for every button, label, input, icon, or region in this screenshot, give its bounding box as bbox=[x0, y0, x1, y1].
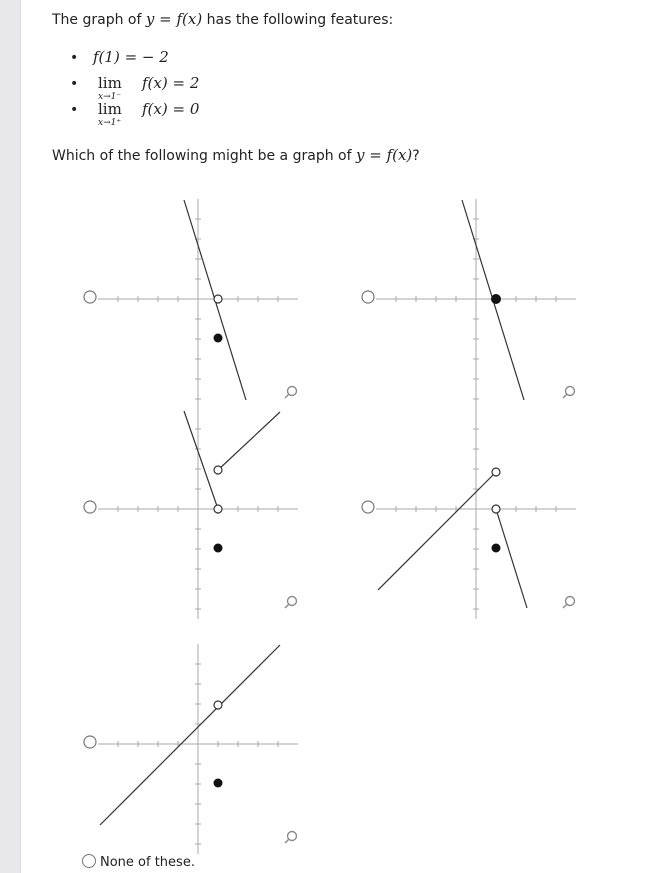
zoom-in-icon[interactable] bbox=[285, 387, 297, 399]
zoom-in-icon[interactable] bbox=[563, 387, 575, 399]
question-text: Which of the following might be a graph of y = f(x)? bbox=[52, 146, 420, 164]
radio-option-a[interactable] bbox=[84, 291, 96, 303]
zoom-in-icon[interactable] bbox=[563, 597, 575, 609]
option-a[interactable] bbox=[84, 199, 298, 409]
radio-option-d[interactable] bbox=[362, 501, 374, 513]
zoom-in-icon[interactable] bbox=[285, 597, 297, 609]
option-c[interactable] bbox=[84, 409, 298, 619]
zoom-in-icon[interactable] bbox=[285, 832, 297, 844]
radio-option-e[interactable] bbox=[84, 736, 96, 748]
radio-option-c[interactable] bbox=[84, 501, 96, 513]
none-option-label: None of these. bbox=[100, 855, 195, 870]
option-none[interactable] bbox=[82, 854, 195, 870]
bullet-icon: • bbox=[70, 50, 79, 66]
radio-option-none[interactable] bbox=[82, 854, 96, 868]
bullet-icon: • bbox=[70, 102, 79, 118]
option-d[interactable] bbox=[362, 409, 576, 619]
option-b[interactable] bbox=[362, 199, 576, 409]
bullet-icon: • bbox=[70, 76, 79, 92]
question-intro: The graph of y = f(x) has the following features: bbox=[52, 10, 394, 28]
radio-option-b[interactable] bbox=[362, 291, 374, 303]
option-e[interactable] bbox=[84, 644, 298, 854]
